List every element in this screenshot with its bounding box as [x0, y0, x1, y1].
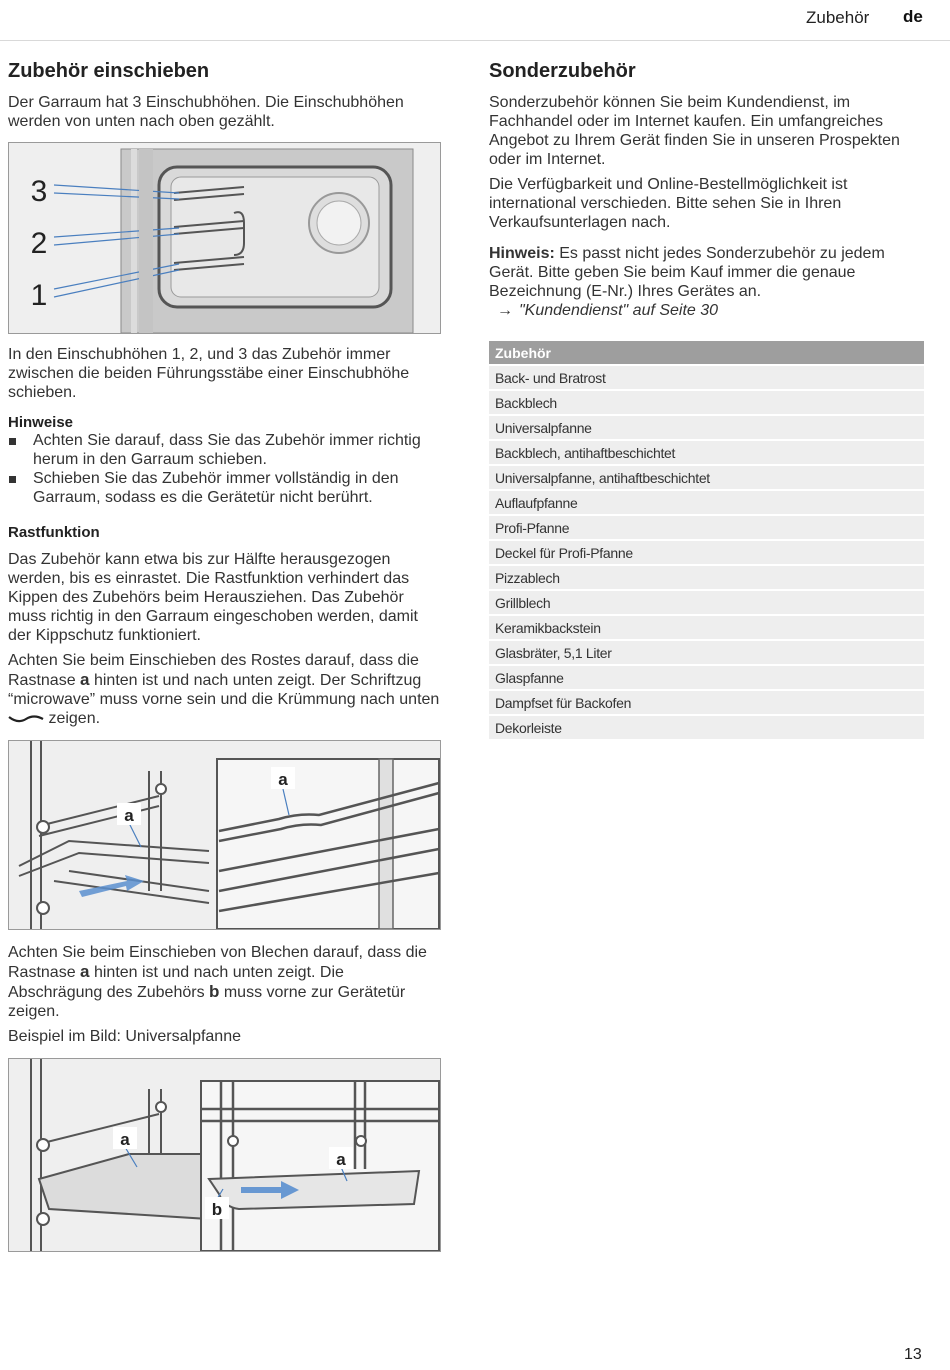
- section-insert-accessories: [8, 60, 440, 137]
- example-caption: Beispiel im Bild: Universalpfanne: [8, 1028, 241, 1045]
- rast-marker-a: a: [80, 670, 90, 689]
- section-title-special: Sonderzubehör: [489, 60, 636, 82]
- tray-catch-label-a-right: a: [336, 1150, 346, 1169]
- arrow-right-icon: →: [497, 302, 513, 319]
- table-row: [489, 591, 924, 616]
- rast-text-part-b: hinten ist und nach unten zeigt. Der Schriftzug “microwave” muss vorne sein und die Krümmung nach unten: [8, 672, 440, 708]
- rast-heading: Rastfunktion: [8, 524, 100, 541]
- intro-paragraph: Der Garraum hat 3 Einschubhöhen. Die Einschubhöhen werden von unten nach oben gezählt.: [8, 94, 404, 130]
- cross-reference[interactable]: [489, 301, 924, 320]
- levels-paragraph: In den Einschubhöhen 1, 2, und 3 das Zubehör immer zwischen die beiden Führungsstäbe einer Einschubhöhe schieben.: [8, 346, 410, 401]
- accessory-name: Backblech, antihaftbeschichtet: [489, 441, 924, 466]
- rast-text-part-c: zeigen.: [44, 710, 101, 727]
- page-number: 13: [904, 1346, 922, 1363]
- tray-insertion-illustration: [9, 1059, 440, 1251]
- accessory-name: Grillblech: [489, 591, 924, 616]
- catch-label-a-right: a: [278, 770, 288, 789]
- tray-paragraph: [8, 943, 440, 1021]
- shelf-level-1-label: 1: [30, 279, 48, 312]
- accessory-name: Pizzablech: [489, 566, 924, 591]
- tray-catch-label-a-left: a: [120, 1130, 130, 1149]
- rast-text-part-a: Achten Sie beim Einschieben des Rostes darauf, dass die Rastnase: [8, 652, 419, 689]
- accessory-table-container: [489, 341, 924, 741]
- accessory-table: [489, 341, 924, 741]
- accessory-table-header: Zubehör: [489, 341, 924, 366]
- section-usage-notes: [8, 345, 440, 734]
- oven-interior-illustration: [9, 143, 440, 333]
- header-language-code: de: [903, 7, 923, 26]
- tray-marker-b: b: [209, 982, 220, 1001]
- figure-shelf-levels: [8, 142, 441, 334]
- hints-list: [8, 431, 440, 507]
- special-hint: [489, 244, 924, 301]
- shelf-level-2-label: 2: [30, 227, 48, 260]
- table-row: [489, 716, 924, 741]
- special-hint-text: Es passt nicht jedes Sonderzubehör zu jedem Gerät. Bitte geben Sie beim Kauf immer die genaue Bezeichnung (E-Nr.) Ihres Gerätes an.: [489, 245, 885, 300]
- accessory-name: Glaspfanne: [489, 666, 924, 691]
- hint-item: [8, 469, 440, 507]
- table-row: [489, 541, 924, 566]
- tray-text-part-c: muss vorne zur Gerätetür zeigen.: [8, 984, 406, 1020]
- tray-text-part-a: Achten Sie beim Einschieben von Blechen darauf, dass die Rastnase: [8, 944, 427, 981]
- special-hint-label: Hinweis:: [489, 245, 555, 262]
- figure-tray-insertion: [8, 1058, 441, 1252]
- tray-marker-a: a: [80, 962, 90, 981]
- table-row: [489, 666, 924, 691]
- rast-paragraph-1: Das Zubehör kann etwa bis zur Hälfte herausgezogen werden, bis es einrastet. Die Rastfunktion verhindert das Kippen des Zubehörs beim Herausziehen. Das Zubehör muss richtig in den Garraum eingeschoben werden, damit der Kippschutz funktioniert.: [8, 551, 418, 644]
- rack-insertion-illustration: [9, 741, 440, 929]
- accessory-table-body: [489, 366, 924, 741]
- accessory-name: Back- und Bratrost: [489, 366, 924, 391]
- curve-down-icon: [8, 713, 44, 725]
- tray-text-part-b: hinten ist und nach unten zeigt. Die Abschrägung des Zubehörs: [8, 964, 344, 1001]
- table-row: [489, 691, 924, 716]
- accessory-name: Dampfset für Backofen: [489, 691, 924, 716]
- hint-item-text: Achten Sie darauf, dass Sie das Zubehör immer richtig herum in den Garraum schieben.: [33, 432, 421, 468]
- accessory-name: Universalpfanne: [489, 416, 924, 441]
- figure-rack-insertion: [8, 740, 441, 930]
- hint-item-text: Schieben Sie das Zubehör immer vollständig in den Garraum, sodass es die Gerätetür nicht berührt.: [33, 470, 399, 506]
- accessory-name: Keramikbackstein: [489, 616, 924, 641]
- table-row: [489, 616, 924, 641]
- accessory-name: Universalpfanne, antihaftbeschichtet: [489, 466, 924, 491]
- accessory-name: Backblech: [489, 391, 924, 416]
- accessory-name: Auflaufpfanne: [489, 491, 924, 516]
- table-row: [489, 641, 924, 666]
- table-row: [489, 491, 924, 516]
- table-row: [489, 466, 924, 491]
- table-row: [489, 416, 924, 441]
- table-row: [489, 566, 924, 591]
- bullet-square-icon: [9, 438, 16, 445]
- header-section-label: Zubehör: [806, 8, 870, 27]
- special-paragraph-2: Die Verfügbarkeit und Online-Bestellmöglichkeit ist international verschieden. Bitte sehen Sie in Ihren Verkaufsunterlagen nach.: [489, 176, 848, 231]
- header-rule: [0, 40, 950, 41]
- table-row: [489, 516, 924, 541]
- table-row: [489, 441, 924, 466]
- section-tray-insertion: [8, 943, 440, 1052]
- hint-item: [8, 431, 440, 469]
- bullet-square-icon: [9, 476, 16, 483]
- section-special-accessories: [489, 60, 924, 320]
- accessory-name: Profi-Pfanne: [489, 516, 924, 541]
- catch-label-a-left: a: [124, 806, 134, 825]
- section-title-insert: Zubehör einschieben: [8, 60, 210, 82]
- cross-reference-text[interactable]: "Kundendienst" auf Seite 30: [519, 302, 719, 319]
- hints-heading: Hinweise: [8, 414, 74, 431]
- accessory-name: Glasbräter, 5,1 Liter: [489, 641, 924, 666]
- table-row: [489, 391, 924, 416]
- accessory-name: Deckel für Profi-Pfanne: [489, 541, 924, 566]
- accessory-name: Dekorleiste: [489, 716, 924, 741]
- special-paragraph-1: Sonderzubehör können Sie beim Kundendienst, im Fachhandel oder im Internet kaufen. Ein umfangreiches Angebot zu Ihrem Gerät finden Sie in unseren Prospekten oder im Internet.: [489, 94, 900, 168]
- table-row: [489, 366, 924, 391]
- rast-paragraph-2: [8, 651, 440, 728]
- tray-bevel-label-b: b: [211, 1200, 223, 1219]
- shelf-level-3-label: 3: [30, 175, 48, 208]
